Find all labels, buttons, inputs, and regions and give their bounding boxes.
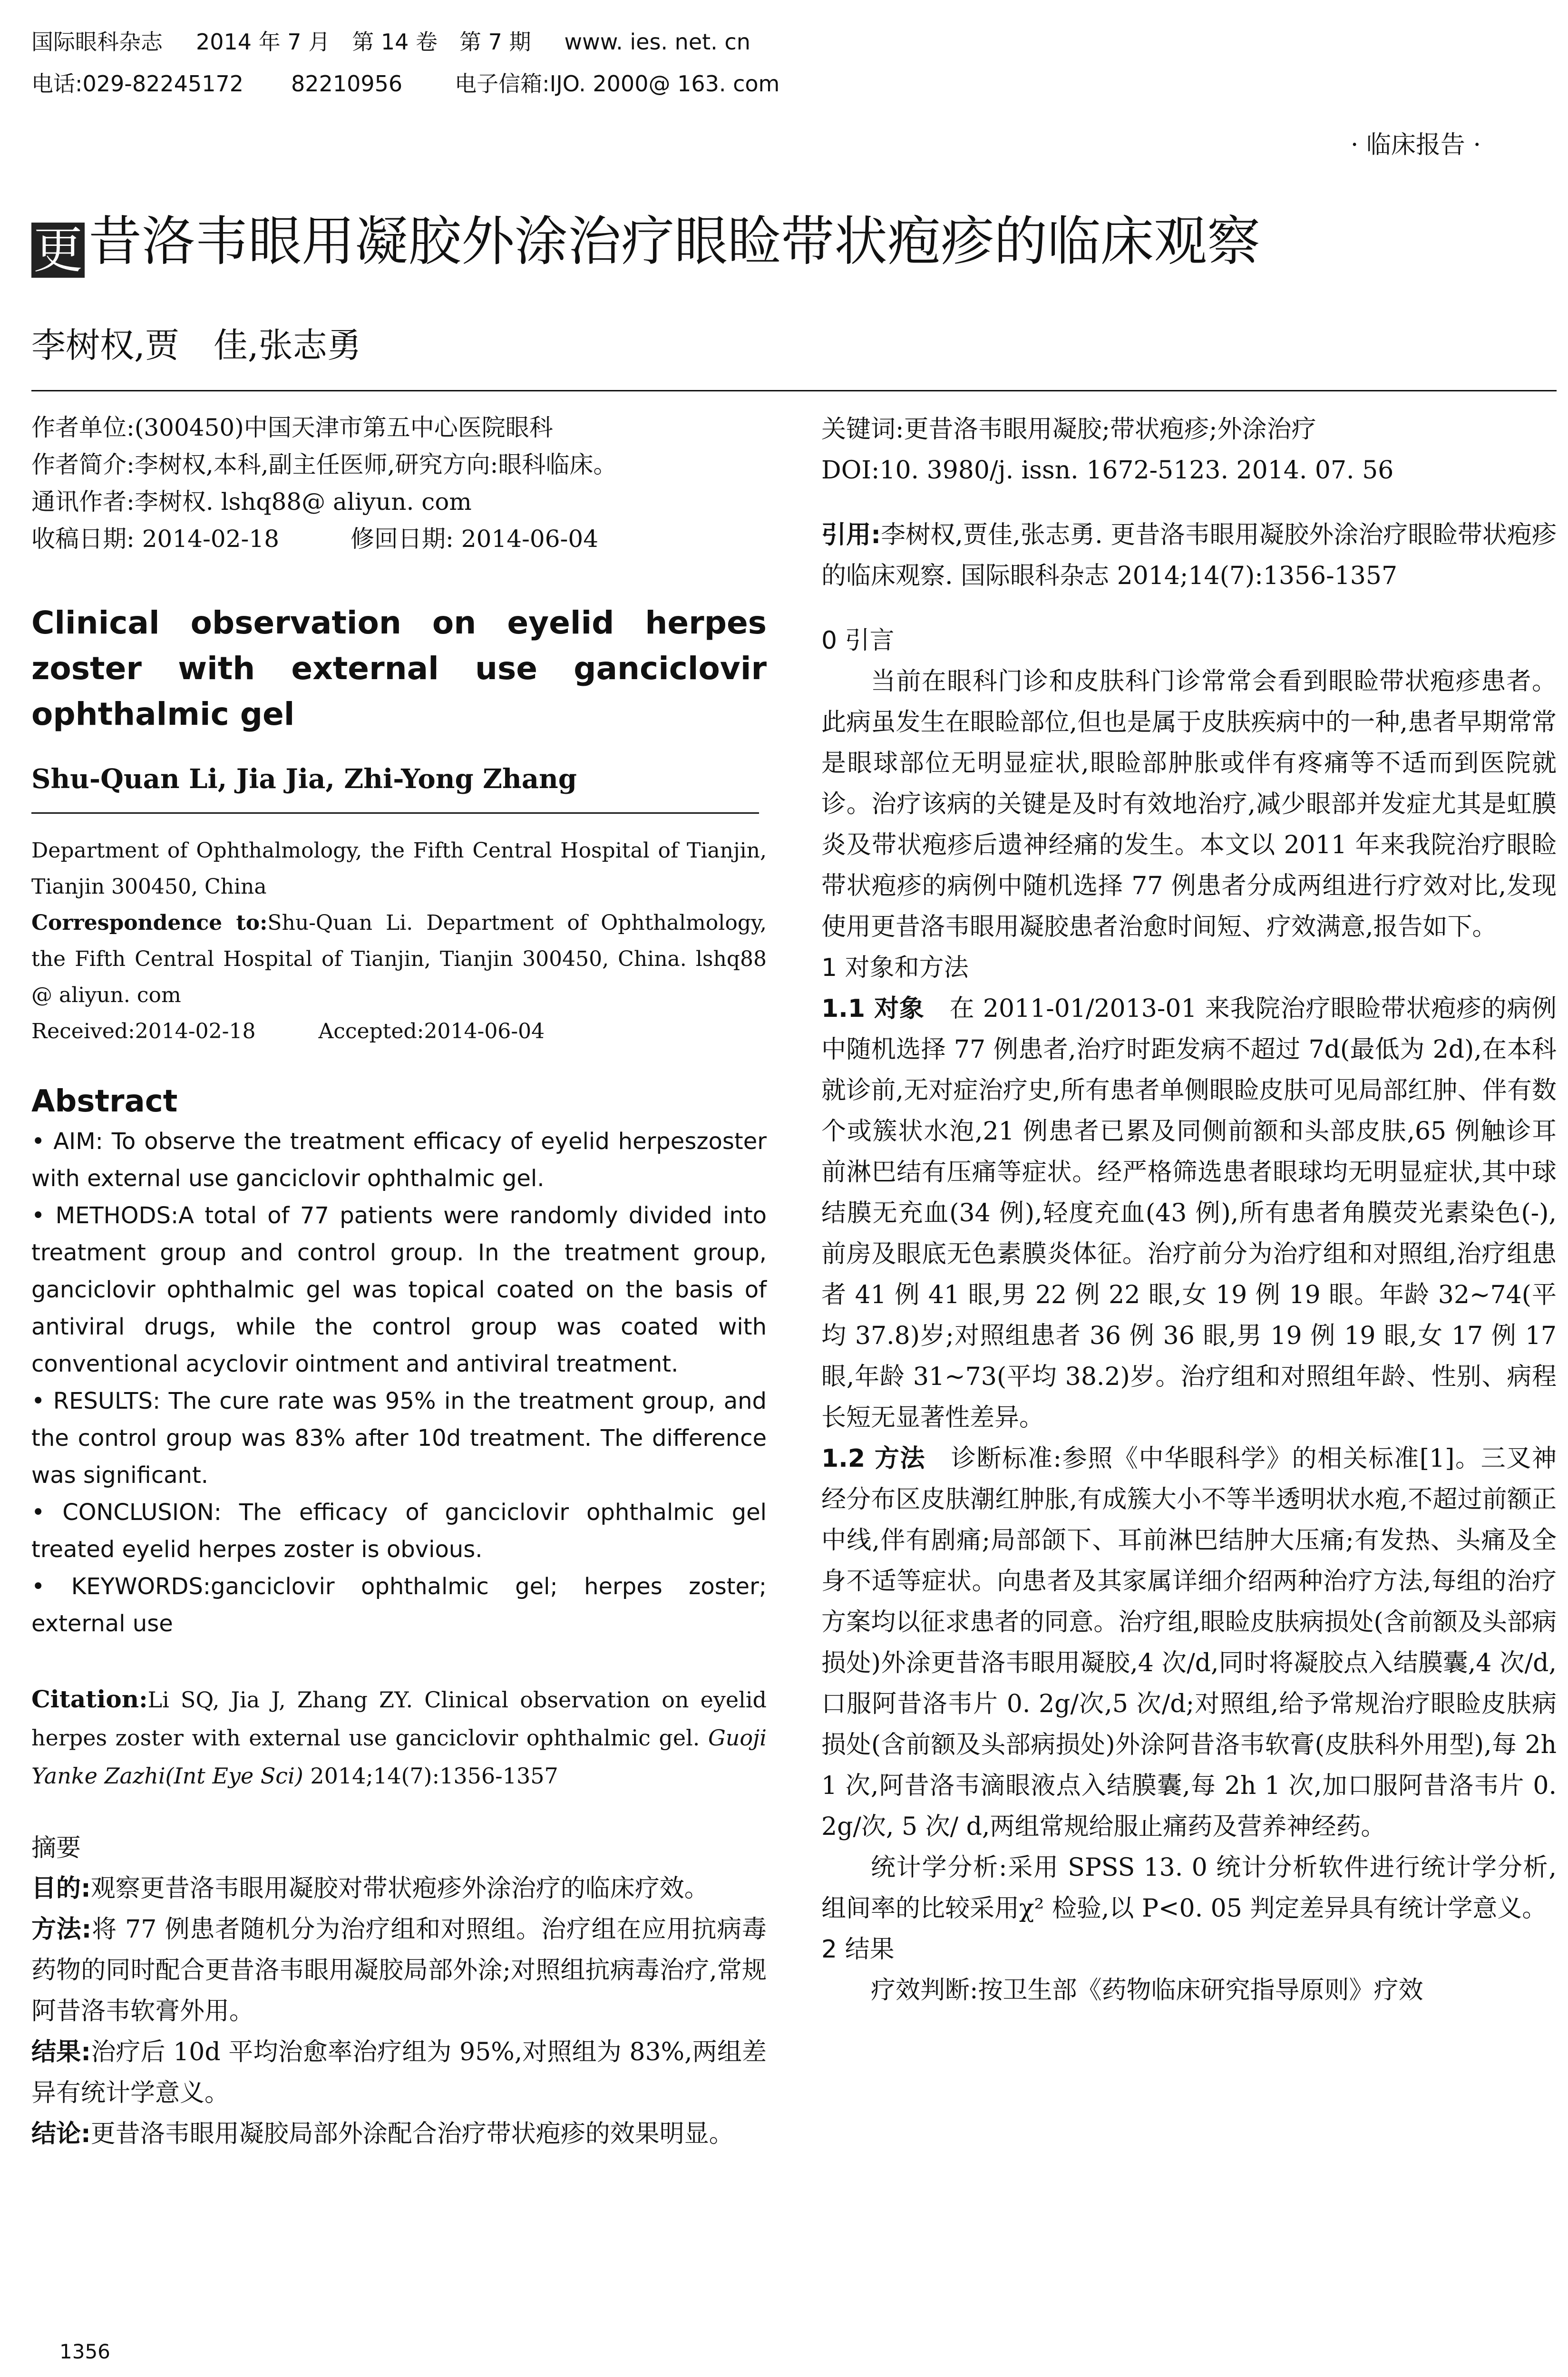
correspondence-label: Correspondence to: [31,911,268,935]
section-1-1-label: 1.1 对象 [821,994,925,1023]
abstract-aim: • AIM: To observe the treatment efficacy of eyelid herpeszoster with external use ganciclovir ophthalmic gel. [31,1128,767,1192]
abstract-methods: • METHODS:A total of 77 patients were randomly divided into treatment group and control group. In the treatment group, ganciclovir ophthalmic gel was topical coated on the basis of antiviral drugs, while the control group was coated with conventional acyclovir ointment and antiviral treatment. [31,1202,767,1377]
received-accepted: Received:2014-02-18 Accepted:2014-06-04 [31,1019,545,1043]
results-paragraph: 疗效判断:按卫生部《药物临床研究指导原则》疗效 [871,1976,1423,2005]
intro-paragraph: 当前在眼科门诊和皮肤科门诊常常会看到眼睑带状疱疹患者。此病虽发生在眼睑部位,但也是属于皮肤疾病中的一种,患者早期常常是眼球部位无明显症状,眼睑部肿胀或伴有疼痛等不适而到医院就诊。治疗该病的关键是及时有效地治疗,减少眼部并发症尤其是虹膜炎及带状疱疹后遗神经痛的发生。本文以 2011 年来我院治疗眼睑带状疱疹的病例中随机选择 77 例患者分成两组进行疗效对比,发现使用更昔洛韦眼用凝胶患者治愈时间短、疗效满意,报告如下。 [821,667,1557,941]
section-1-1 [821,988,1557,1438]
journal-header-line1 [31,25,750,56]
cn-results-label: 结果: [31,2038,91,2066]
correspondence [31,905,767,1013]
section-1-2-label: 1.2 方法 [821,1444,926,1473]
citation-cn-text: 李树权,贾佳,张志勇. 更昔洛韦眼用凝胶外涂治疗眼睑带状疱疹的临床观察. 国际眼科杂志 2014;14(7):1356-1357 [821,521,1557,590]
left-column [31,409,767,2154]
methods-heading: 1 对象和方法 [821,954,969,982]
cn-aim-text: 观察更昔洛韦眼用凝胶对带状疱疹外涂治疗的临床疗效。 [90,1874,709,1903]
meta-affiliation: 作者单位:(300450)中国天津市第五中心医院眼科 [31,414,553,441]
page-title [31,199,1260,278]
citation-tail: 2014;14(7):1356-1357 [303,1763,558,1789]
cn-conclusion-text: 更昔洛韦眼用凝胶局部外涂配合治疗带状疱疹的效果明显。 [90,2120,734,2148]
cn-abstract-aim [31,1868,767,1909]
citation-en [31,1680,767,1795]
cn-results-text: 治疗后 10d 平均治愈率治疗组为 95%,对照组为 83%,两组差异有统计学意义。 [31,2038,767,2107]
results-heading: 2 结果 [821,1935,895,1964]
english-affiliation: Department of Ophthalmology, the Fifth Central Hospital of Tianjin, Tianjin 300450, China [31,838,767,899]
journal-website: www. ies. net. cn [564,29,750,55]
cn-methods-label: 方法: [31,1915,92,1944]
citation-cn [821,515,1557,596]
journal-name: 国际眼科杂志 [31,29,163,55]
cn-aim-label: 目的: [31,1874,91,1903]
intro-heading: 0 引言 [821,626,895,655]
correspondence-text: Shu-Quan Li. Department of Ophthalmology, the Fifth Central Hospital of Tianjin, Tianjin 300450, China. lshq88 @ aliyun. com [31,911,767,1007]
cn-abstract-results [31,2032,767,2114]
english-authors: Shu-Quan Li, Jia Jia, Zhi-Yong Zhang [31,763,577,795]
author-rule [31,812,759,814]
citation-label: Citation: [31,1685,148,1713]
cn-abstract-methods [31,1909,767,2032]
journal-phone: 电话:029-82245172 [31,71,244,97]
meta-corresponding: 通讯作者:李树权. lshq88@ aliyun. com [31,488,472,516]
citation-cn-label: 引用: [821,521,881,549]
abstract-heading: Abstract [31,1084,178,1119]
citation-journal: Guoji Yanke Zazhi(Int Eye Sci) [31,1725,767,1789]
cn-abstract-heading: 摘要 [31,1834,81,1862]
doi: DOI:10. 3980/j. issn. 1672-5123. 2014. 07. 56 [821,456,1394,485]
meta-dates: 收稿日期: 2014-02-18 修回日期: 2014-06-04 [31,525,599,553]
section-label: · 临床报告 · [1350,131,1481,159]
meta-author-intro: 作者简介:李树权,本科,副主任医师,研究方向:眼科临床。 [31,451,617,478]
section-1-1-text: 在 2011-01/2013-01 来我院治疗眼睑带状疱疹的病例中随机选择 77 例患者,治疗时距发病不超过 7d(最低为 2d),在本科就诊前,无对症治疗史,所有患者单侧眼睑皮肤可见局部红肿、伴有数个或簇状水泡,21 例患者已累及同侧前额和头部皮肤,65 例触诊耳前淋巴结有压痛等症状。经严格筛选患者眼球均无明显症状,其中球结膜无充血(34 例),轻度充血(43 例),所有患者角膜荧光素染色(-),前房及眼底无色素膜炎体征。治疗前分为治疗组和对照组,治疗组患者 41 例 41 眼,男 22 例 22 眼,女 19 例 19 眼。年龄 32~74(平均 37.8)岁;对照组患者 36 例 36 眼,男 19 例 19 眼,女 17 例 17 眼,年龄 31~73(平均 38.2)岁。治疗组和对照组年龄、性别、病程长短无显著性差异。 [821,994,1557,1432]
cn-conclusion-label: 结论: [31,2120,91,2148]
journal-issue: 2014 年 7 月 第 14 卷 第 7 期 [196,29,531,55]
stats-paragraph: 统计学分析:采用 SPSS 13. 0 统计分析软件进行统计学分析,组间率的比较采用χ² 检验,以 P<0. 05 判定差异具有统计学意义。 [821,1853,1557,1923]
title-text: 昔洛韦眼用凝胶外涂治疗眼睑带状疱疹的临床观察 [88,211,1260,273]
page-number: 1356 [59,2340,110,2363]
section-1-2-text: 诊断标准:参照《中华眼科学》的相关标准[1]。三叉神经分布区皮肤潮红肿胀,有成簇大小不等半透明状水疱,不超过前额正中线,伴有剧痛;局部颌下、耳前淋巴结肿大压痛;有发热、头痛及全身不适等症状。向患者及其家属详细介绍两种治疗方法,每组的治疗方案均以征求患者的同意。治疗组,眼睑皮肤病损处(含前额及头部病损处)外涂更昔洛韦眼用凝胶,4 次/d,同时将凝胶点入结膜囊,4 次/d,口服阿昔洛韦片 0. 2g/次,5 次/d;对照组,给予常规治疗眼睑皮肤病损处(含前额及头部病损处)外涂阿昔洛韦软膏(皮肤科外用型),每 2h 1 次,阿昔洛韦滴眼液点入结膜囊,每 2h 1 次,加口服阿昔洛韦片 0. 2g/次, 5 次/ d,两组常规给服止痛药及营养神经药。 [821,1444,1557,1841]
keywords-cn: 关键词:更昔洛韦眼用凝胶;带状疱疹;外涂治疗 [821,415,1316,444]
title-badge: 更 [31,223,85,278]
journal-email: 电子信箱:IJO. 2000@ 163. com [455,71,780,97]
cn-methods-text: 将 77 例患者随机分为治疗组和对照组。治疗组在应用抗病毒药物的同时配合更昔洛韦眼用凝胶局部外涂;对照组抗病毒治疗,常规阿昔洛韦软膏外用。 [31,1915,767,2026]
abstract-keywords: • KEYWORDS:ganciclovir ophthalmic gel; herpes zoster; external use [31,1573,767,1637]
journal-phone2: 82210956 [291,71,403,97]
authors-cn: 李树权,贾 佳,张志勇 [31,325,361,365]
journal-header-line2 [31,67,779,98]
abstract-conclusion: • CONCLUSION: The efficacy of ganciclovir ophthalmic gel treated eyelid herpes zoster is obvious. [31,1499,767,1563]
abstract-results: • RESULTS: The cure rate was 95% in the treatment group, and the control group was 83% after 10d treatment. The difference was significant. [31,1388,767,1489]
top-rule [31,390,1557,391]
cn-abstract-conclusion [31,2114,767,2154]
english-title: Clinical observation on eyelid herpes zoster with external use ganciclovir ophthalmic gel [31,604,767,732]
section-1-2 [821,1438,1557,1847]
right-column [821,409,1557,2011]
citation-text: Li SQ, Jia J, Zhang ZY. Clinical observation on eyelid herpes zoster with external use ganciclovir ophthalmic gel. [31,1687,767,1751]
